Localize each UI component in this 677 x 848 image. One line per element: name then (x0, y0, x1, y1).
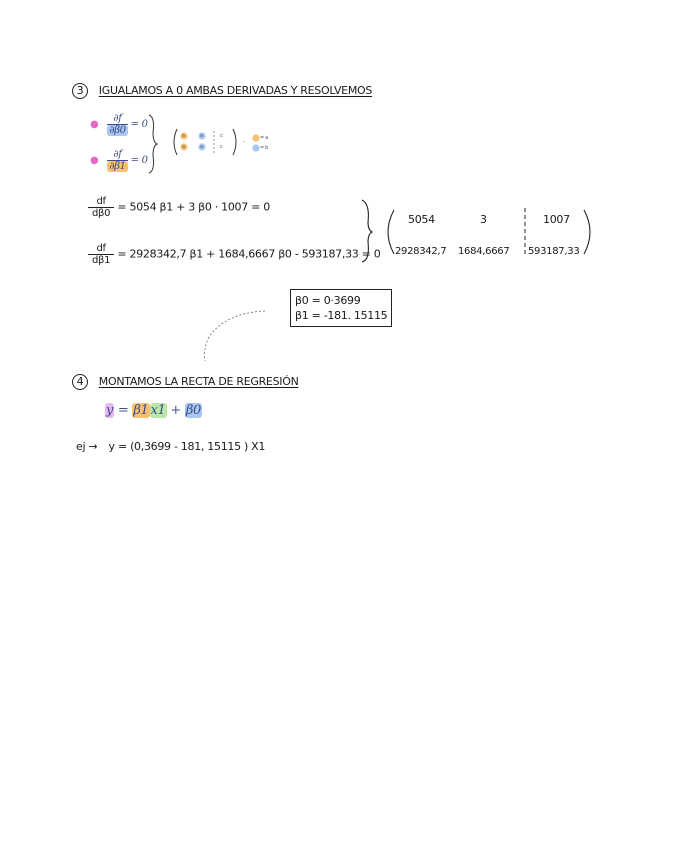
section-4-heading-row (72, 371, 299, 390)
section-4-number: 4 (72, 374, 88, 390)
system-left-paren (388, 210, 394, 254)
left-paren (174, 129, 177, 155)
partial-b1-row (90, 149, 148, 172)
system-curly-brace (362, 200, 372, 262)
mini-r1-highlight (252, 134, 259, 141)
solution-b0: β0 = 0·3699 (295, 294, 361, 307)
partial-b1-equals: = 0 (130, 155, 148, 166)
curly-brace (149, 115, 157, 173)
connector-arrow (195, 305, 275, 365)
regression-equals: = (117, 403, 129, 418)
section-3-heading: IGUALAMOS A 0 AMBAS DERIVADAS Y RESOLVEMOS (98, 84, 373, 97)
regression-b0: β0 (185, 403, 201, 418)
example-formula: y = (0,3699 - 181, 15115 ) X1 (108, 440, 266, 453)
equation-1 (88, 196, 270, 219)
mini-dot: · (243, 138, 245, 146)
right-paren (233, 129, 236, 155)
mini-system-drawing (145, 113, 285, 175)
matrix-r2c2: 1684,6667 (458, 246, 510, 257)
equation-1-numerator: df (88, 196, 114, 208)
partial-b1-denominator: ∂β1 (109, 161, 126, 172)
section-4-heading: MONTAMOS LA RECTA DE REGRESIÓN (98, 375, 299, 388)
solution-box (290, 289, 392, 327)
mini-r1: = a (260, 135, 268, 141)
regression-y: y (106, 403, 114, 418)
matrix-r1c2: 3 (480, 213, 487, 226)
equation-2-numerator: df (88, 243, 114, 255)
mini-r2-highlight (252, 144, 259, 151)
mini-a21: a (182, 144, 185, 150)
equation-2 (88, 243, 381, 266)
equation-1-derivative (88, 196, 114, 219)
example-row (76, 440, 265, 453)
section-3-heading-row (72, 80, 372, 99)
example-label: ej → (76, 440, 98, 453)
mini-r2: = b (260, 145, 269, 151)
mini-a22: a (200, 144, 203, 150)
partial-b1-fraction (107, 149, 127, 172)
mini-a12: a (200, 133, 203, 139)
solution-b1: β1 = -181. 15115 (295, 309, 388, 322)
system-right-paren (584, 210, 590, 254)
bullet-dot: ● (90, 155, 99, 166)
matrix-r2c3: 593187,33 (528, 246, 580, 257)
partial-b0-equals: = 0 (130, 119, 148, 130)
partial-b0-row (90, 113, 148, 136)
partial-b0-denominator: ∂β0 (109, 125, 126, 136)
mini-a23: c (220, 144, 223, 150)
mini-a13: c (220, 133, 223, 139)
bullet-dot: ● (90, 119, 99, 130)
matrix-r2c1: 2928342,7 (395, 246, 447, 257)
regression-x: x1 (150, 403, 166, 418)
partial-b0-fraction (107, 113, 127, 136)
regression-plus: + (170, 403, 181, 418)
matrix-r1c3: 1007 (543, 213, 570, 226)
equation-2-rhs: = 2928342,7 β1 + 1684,6667 β0 - 593187,33 = 0 (117, 247, 381, 261)
equation-1-denominator: dβ0 (92, 208, 111, 219)
section-3-number: 3 (72, 83, 88, 99)
regression-b1: β1 (133, 403, 149, 418)
partial-b1-numerator: ∂f (107, 149, 127, 161)
equation-2-derivative (88, 243, 114, 266)
equation-2-denominator: dβ1 (92, 255, 111, 266)
mini-a11: a (182, 133, 185, 139)
partial-b0-numerator: ∂f (107, 113, 127, 125)
connector-path (205, 311, 266, 361)
equation-1-rhs: = 5054 β1 + 3 β0 · 1007 = 0 (117, 200, 270, 214)
matrix-r1c1: 5054 (408, 213, 435, 226)
regression-formula (105, 403, 202, 418)
